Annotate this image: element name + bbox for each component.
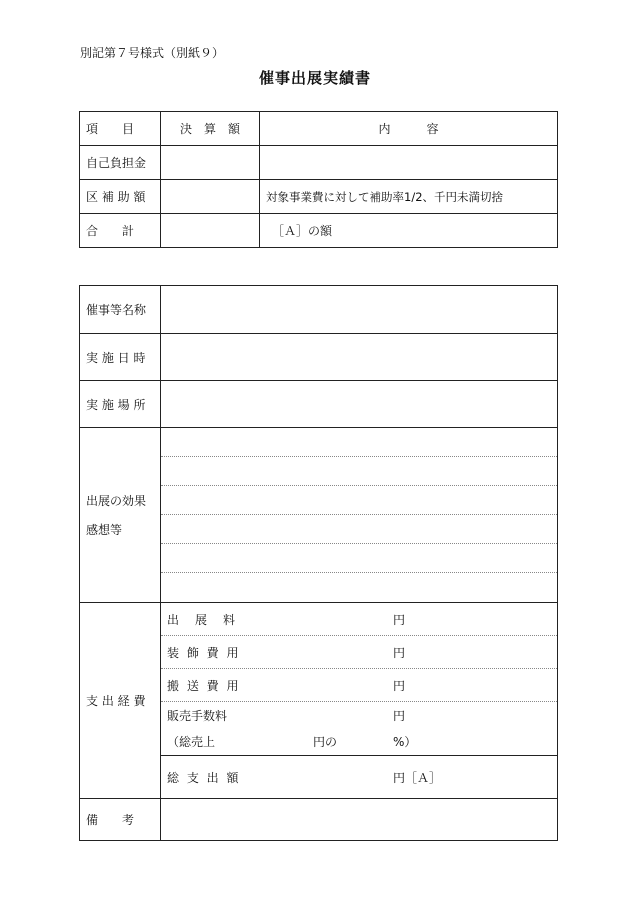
effect-line [161,544,557,573]
decoration-label: 装 飾 費 用 [167,645,241,660]
total-expense-yen-a: 円［Ａ］ [393,770,442,785]
summary-row-total [80,214,558,248]
commission-row[interactable] [161,702,557,756]
total-sales-open: （総売上 [167,735,216,749]
total-amount[interactable] [161,214,260,248]
effect-label [80,428,161,603]
total-content: ［Ａ］の額 [260,214,558,248]
commission-label: 販売手数料 [167,709,228,723]
booth-fee-row[interactable] [161,603,557,636]
event-name-field[interactable] [161,286,558,334]
booth-fee-label: 出 展 料 [167,612,238,627]
date-row [80,334,558,381]
self-burden-content[interactable] [260,146,558,180]
event-name-label: 催事等名称 [80,286,161,334]
remarks-label: 備 考 [80,799,161,841]
effect-label-line1: 出展の効果 [86,494,147,508]
header-item-label: 項 目 [86,122,135,136]
effect-row [80,428,558,603]
decoration-row[interactable] [161,636,557,669]
effect-label-line2: 感想等 [86,523,123,537]
header-amount: 決 算 額 [161,112,260,146]
shipping-yen: 円 [393,678,406,693]
summary-row-self [80,146,558,180]
summary-header-row [80,112,558,146]
total-label: 合 計 [80,214,161,248]
place-field[interactable] [161,381,558,428]
header-content: 内 容 [260,112,558,146]
effect-line [161,573,557,602]
self-burden-label: 自己負担金 [80,146,161,180]
report-table [79,285,558,841]
total-sales-pct: %） [393,735,417,749]
event-name-row [80,286,558,334]
form-id: 別記第７号様式（別紙９） [80,46,225,60]
remarks-row [80,799,558,841]
shipping-label: 搬 送 費 用 [167,678,241,693]
remarks-field[interactable] [161,799,558,841]
total-sales-yen: 円の [313,735,338,749]
effect-line [161,515,557,544]
document-title: 催事出展実績書 [258,69,371,87]
place-row [80,381,558,428]
summary-table [79,111,558,248]
expenses-label: 支 出 経 費 [80,603,161,799]
expenses-row [80,603,558,799]
header-item [80,112,161,146]
effect-field[interactable] [161,428,558,603]
expenses-detail [161,603,558,799]
self-burden-amount[interactable] [161,146,260,180]
effect-line [161,457,557,486]
date-field[interactable] [161,334,558,381]
decoration-yen: 円 [393,645,406,660]
total-expense-label: 総 支 出 額 [167,770,241,785]
summary-row-subsidy [80,180,558,214]
subsidy-label: 区 補 助 額 [80,180,161,214]
effect-line [161,486,557,515]
effect-line [161,428,557,457]
commission-yen: 円 [393,709,406,723]
subsidy-amount[interactable] [161,180,260,214]
booth-fee-yen: 円 [393,612,406,627]
place-label: 実 施 場 所 [80,381,161,428]
total-expense-row[interactable] [161,756,557,798]
shipping-row[interactable] [161,669,557,702]
date-label: 実 施 日 時 [80,334,161,381]
subsidy-content: 対象事業費に対して補助率1/2、千円未満切捨 [260,180,558,214]
